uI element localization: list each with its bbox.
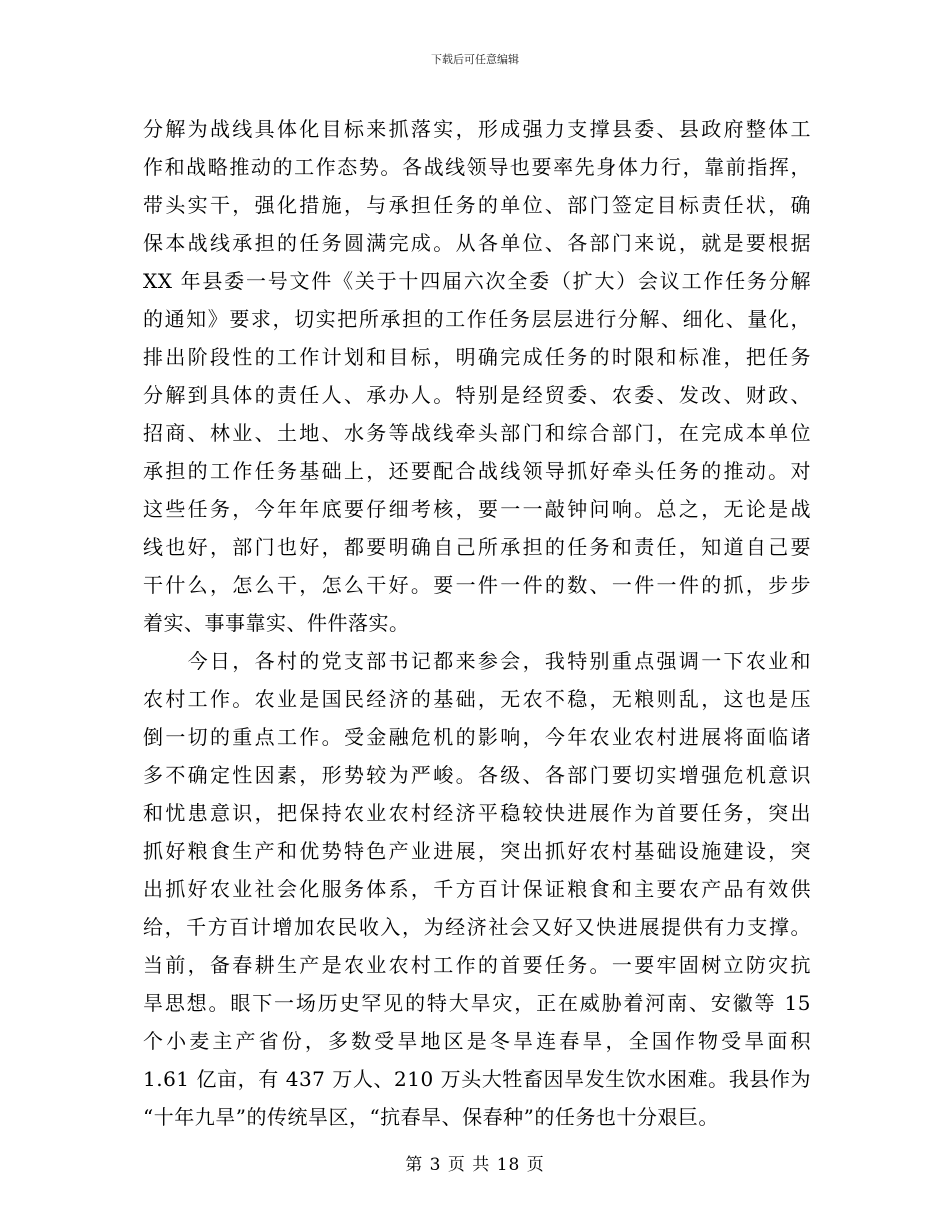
text-line: 多不确定性因素，形势较为严峻。各级、各部门要切实增强危机意识: [143, 763, 811, 787]
text-line: 线也好，部门也好，都要明确自己所承担的任务和责任，知道自己要: [143, 535, 811, 559]
text-line: 分解为战线具体化目标来抓落实，形成强力支撑县委、县政府整体工: [143, 117, 811, 141]
text-line: 的通知》要求，切实把所承担的工作任务层层进行分解、细化、量化，: [143, 307, 811, 331]
text-line: 个小麦主产省份，多数受旱地区是冬旱连春旱，全国作物受旱面积: [143, 1029, 811, 1053]
page-header: 下载后可任意编辑: [431, 53, 519, 66]
text-line: 当前，备春耕生产是农业农村工作的首要任务。一要牢固树立防灾抗: [143, 953, 811, 977]
text-line: 承担的工作任务基础上，还要配合战线领导抓好牵头任务的推动。对: [143, 459, 811, 483]
text-line: 给，千方百计增加农民收入，为经济社会又好又快进展提供有力支撑。: [143, 915, 811, 939]
page-footer: 第 3 页 共 18 页: [405, 1155, 545, 1175]
text-line: 排出阶段性的工作计划和目标，明确完成任务的时限和标准，把任务: [143, 345, 811, 369]
document-body: [143, 110, 811, 1136]
text-line: 今日，各村的党支部书记都来参会，我特别重点强调一下农业和: [143, 649, 811, 673]
text-line: 1.61 亿亩，有 437 万人、210 万头大牲畜因旱发生饮水困难。我县作为: [143, 1067, 811, 1091]
text-line: 着实、事事靠实、件件落实。: [143, 611, 410, 635]
text-line: 保本战线承担的任务圆满完成。从各单位、各部门来说，就是要根据: [143, 231, 811, 255]
text-line: 和忧患意识，把保持农业农村经济平稳较快进展作为首要任务，突出: [143, 801, 811, 825]
text-line: 这些任务，今年年底要仔细考核，要一一敲钟问响。总之，无论是战: [143, 497, 811, 521]
text-line: 分解到具体的责任人、承办人。特别是经贸委、农委、发改、财政、: [143, 383, 811, 407]
text-line: 农村工作。农业是国民经济的基础，无农不稳，无粮则乱，这也是压: [143, 687, 811, 711]
text-line: 招商、林业、土地、水务等战线牵头部门和综合部门，在完成本单位: [143, 421, 811, 445]
text-line: XX 年县委一号文件《关于十四届六次全委（扩大）会议工作任务分解: [143, 269, 811, 293]
text-line: 出抓好农业社会化服务体系，千方百计保证粮食和主要农产品有效供: [143, 877, 811, 901]
text-line: 作和战略推动的工作态势。各战线领导也要率先身体力行，靠前指挥，: [143, 155, 811, 179]
text-line: “十年九旱”的传统旱区，“抗春旱、保春种”的任务也十分艰巨。: [143, 1105, 719, 1129]
text-line: 倒一切的重点工作。受金融危机的影响，今年农业农村进展将面临诸: [143, 725, 811, 749]
text-line: 带头实干，强化措施，与承担任务的单位、部门签定目标责任状，确: [143, 193, 811, 217]
text-line: 抓好粮食生产和优势特色产业进展，突出抓好农村基础设施建设，突: [143, 839, 811, 863]
text-line: 干什么，怎么干，怎么干好。要一件一件的数、一件一件的抓，步步: [143, 573, 811, 597]
text-line: 旱思想。眼下一场历史罕见的特大旱灾，正在威胁着河南、安徽等 15: [143, 991, 811, 1015]
